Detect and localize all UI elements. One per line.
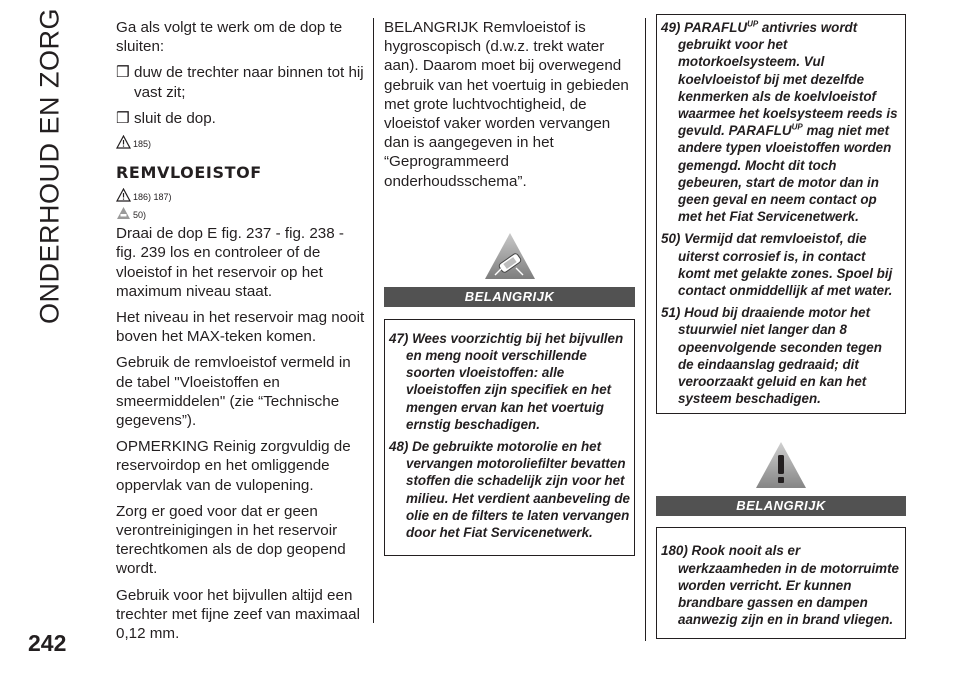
warning-triangle-icon [116, 188, 131, 202]
warning-reference [116, 188, 368, 202]
body-paragraph: Gebruik de remvloeistof vermeld in de tabel "Vloeistoffen en smeermiddelen" (zie “Technische gegevens”). [116, 354, 351, 430]
caution-car-icon [116, 206, 131, 220]
column-2 [384, 18, 635, 556]
caution-icon-block [384, 231, 635, 281]
warning-notes-box [656, 527, 906, 639]
body-paragraph: Zorg er goed voor dat er geen verontreinigingen in het reservoir terechtkomen als de dop geopend wordt. [116, 502, 346, 578]
warning-ref-number: 186) 187) [133, 192, 172, 203]
column-divider-1 [373, 18, 374, 623]
bullet-item: ❒ sluit de dop. [116, 109, 216, 127]
note-49: 49) $PARAFLU^{UP}$ antivries wordt gebruikt voor het motorkoelsysteem. Vul koelvloeistof bij met dezelfde kenmerken als de koelvloeistof waarmee het koelsysteem reeds is gevuld. $PARAFLU^{UP}$ mag niet met andere typen vloeistoffen worden gemengd. Mocht dit toch gebeuren, start de motor dan in geen geval en neem contact op met het Fiat Servicenetwerk. [661, 19, 898, 225]
body-paragraph: OPMERKING Reinig zorgvuldig de reservoirdop en het omliggende oppervlak van de vulopening. [116, 438, 351, 494]
warning-triangle-icon [116, 135, 131, 149]
note-48: 48) De gebruikte motorolie en het vervangen motoroliefilter bevatten stoffen die schadelijk zijn voor het milieu. Het verdient aanbeveling de olie en de filters te laten vervangen door het Fiat Servicenetwerk. [389, 439, 630, 541]
caution-ref-number: 50) [133, 210, 147, 221]
checkbox-bullet-icon: ❒ [116, 64, 130, 82]
bullet-item: ❒ duw de trechter naar binnen tot hij vast zit; [116, 64, 364, 101]
note-180: 180) Rook nooit als er werkzaamheden in de motorruimte worden verricht. Er kunnen brandbare gassen en dampen aanwezig zijn en in brand vliegen. [661, 543, 899, 628]
warning-reference [116, 135, 368, 149]
warning-exclamation-icon [754, 440, 808, 490]
body-paragraph: Draai de dop E fig. 237 - fig. 238 - fig. 239 los en controleer of de vloeistof in het reservoir op het maximum niveau staat. [116, 225, 344, 300]
important-banner: BELANGRIJK [656, 496, 906, 516]
body-paragraph: Het niveau in het reservoir mag nooit boven het MAX-teken komen. [116, 309, 365, 346]
note-47: 47) Wees voorzichtig bij het bijvullen en meng nooit verschillende soorten vloeistoffen: alle vloeistoffen zijn specifiek en het mengen ervan kan het voertuig ernstig beschadigen. [389, 330, 624, 432]
column-divider-2 [645, 18, 646, 641]
warning-icon-block [656, 440, 906, 490]
caution-car-icon [483, 231, 537, 281]
section-side-title [24, 7, 76, 325]
section-heading: REMVLOEISTOF [116, 163, 262, 183]
note-51: 51) Houd bij draaiende motor het stuurwiel niet langer dan 8 opeenvolgende seconden tegen de eindaanslag gedraaid; dit veroorzaakt geluid en kan het systeem beschadigen. [661, 305, 882, 407]
column-1 [116, 18, 368, 650]
body-paragraph: Gebruik voor het bijvullen altijd een trechter met fijne zeef van maximaal 0,12 mm. [116, 586, 360, 643]
intro-text: Ga als volgt te werk om de dop te sluiten: [116, 19, 343, 56]
note-50: 50) Vermijd dat remvloeistof, die uiterst corrosief is, in contact komt met gelakte zones. Spoel bij contact onmiddellijk af met water. [661, 231, 893, 299]
important-banner: BELANGRIJK [384, 287, 635, 307]
checkbox-bullet-icon: ❒ [116, 109, 130, 127]
caution-reference [116, 206, 368, 220]
warning-ref-number: 185) [133, 139, 152, 150]
page-number: 242 [28, 630, 67, 656]
notes-box [656, 14, 906, 414]
column-3 [656, 14, 906, 639]
section-title-text: ONDERHOUD EN ZORG [34, 7, 65, 325]
body-paragraph: BELANGRIJK Remvloeistof is hygroscopisch (d.w.z. trekt water aan). Daarom moet bij overwegend gebruik van het voertuig in gebieden met grote luchtvochtigheid, de vloeistof vaker worden vervangen dan is aangegeven in het “Geprogrammeerd onderhoudsschema”. [384, 19, 629, 190]
important-notes-box [384, 319, 635, 556]
